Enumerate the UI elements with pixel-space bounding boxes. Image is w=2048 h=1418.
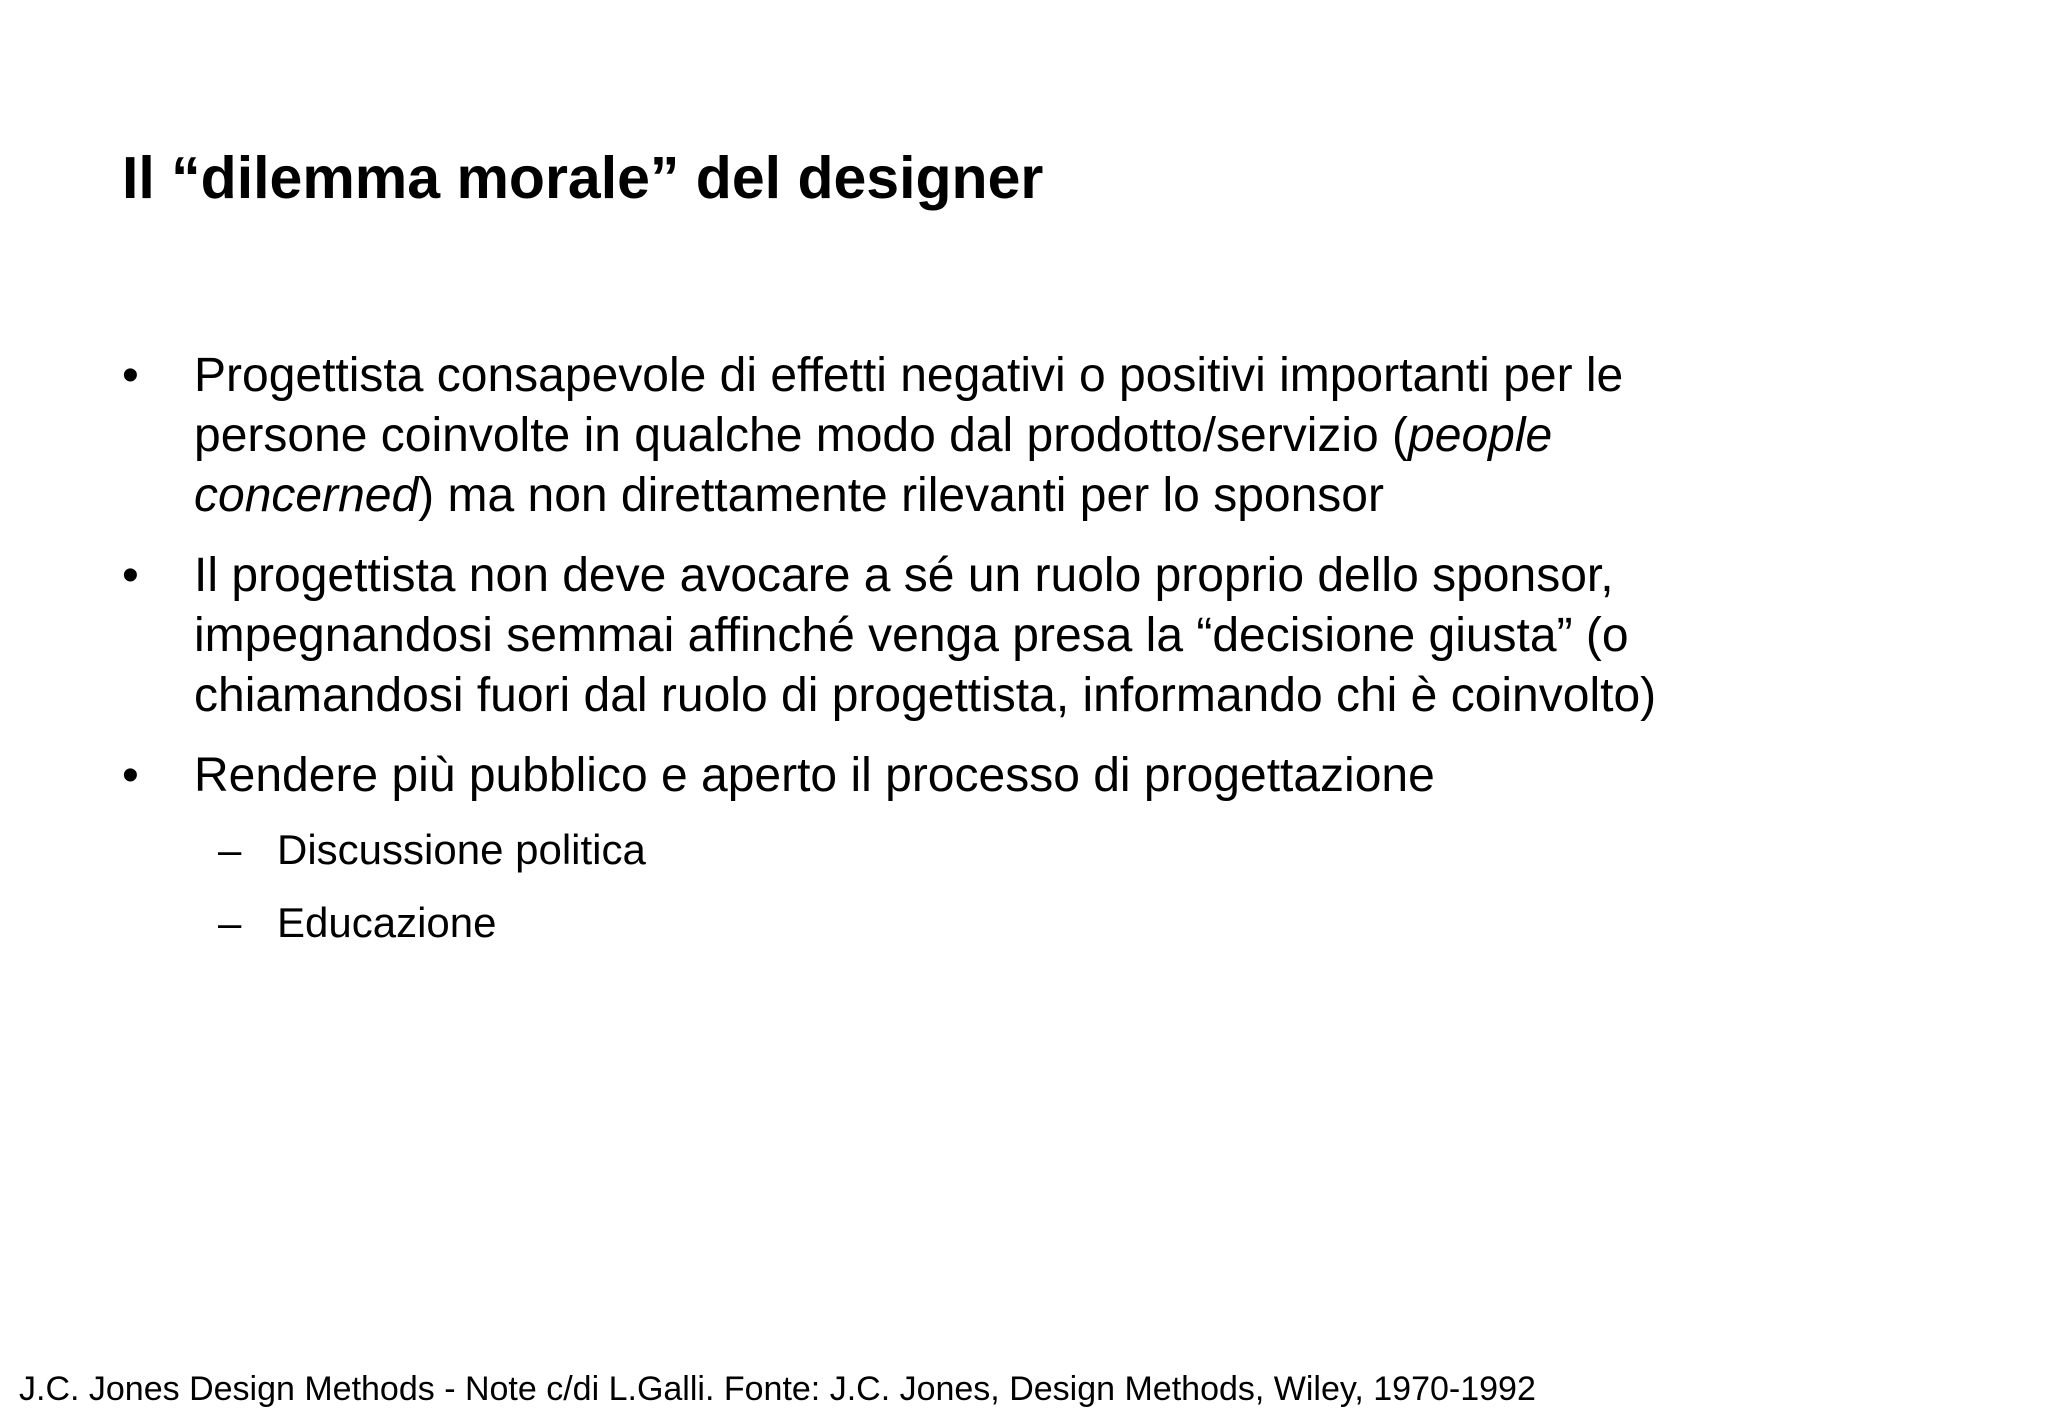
bullet-line: Rendere più pubblico e aperto il processo di progettazione bbox=[194, 749, 1435, 802]
bullet-text bbox=[194, 746, 1894, 806]
sub-bullet-marker: – bbox=[218, 899, 242, 946]
sub-bullet-marker: – bbox=[218, 826, 242, 873]
bullet-italic-segment: concerned bbox=[194, 469, 419, 522]
bullet-line: Progettista consapevole di effetti negativi o positivi importanti per le bbox=[194, 349, 1624, 402]
bullet-line: impegnandosi semmai affinché venga presa la “decisione giusta” (o bbox=[194, 609, 1629, 662]
bullet-italic-segment: people bbox=[1408, 409, 1553, 462]
bullet-text bbox=[194, 546, 1894, 726]
bullet-line bbox=[194, 406, 1894, 466]
bullet-marker: • bbox=[122, 349, 139, 402]
bullet-marker: • bbox=[122, 549, 139, 602]
footer-citation: J.C. Jones Design Methods - Note c/di L.Galli. Fonte: J.C. Jones, Design Methods, Wiley, 1970-1992 bbox=[19, 1370, 1536, 1408]
sub-bullet-text: Educazione bbox=[277, 899, 497, 946]
bullet-line: Il progettista non deve avocare a sé un ruolo proprio dello sponsor, bbox=[194, 549, 1614, 602]
bullet-text-segment: ) ma non direttamente rilevanti per lo sponsor bbox=[418, 469, 1384, 522]
bullet-line bbox=[194, 466, 1894, 526]
bullet-line: chiamandosi fuori dal ruolo di progettista, informando chi è coinvolto) bbox=[194, 669, 1657, 722]
bullet-marker: • bbox=[122, 749, 139, 802]
slide-title: Il “dilemma morale” del designer bbox=[122, 145, 1044, 211]
sub-bullet-text: Discussione politica bbox=[277, 826, 646, 873]
bullet-text-segment: persone coinvolte in qualche modo dal prodotto/servizio ( bbox=[194, 409, 1409, 462]
bullet-text bbox=[194, 346, 1894, 526]
